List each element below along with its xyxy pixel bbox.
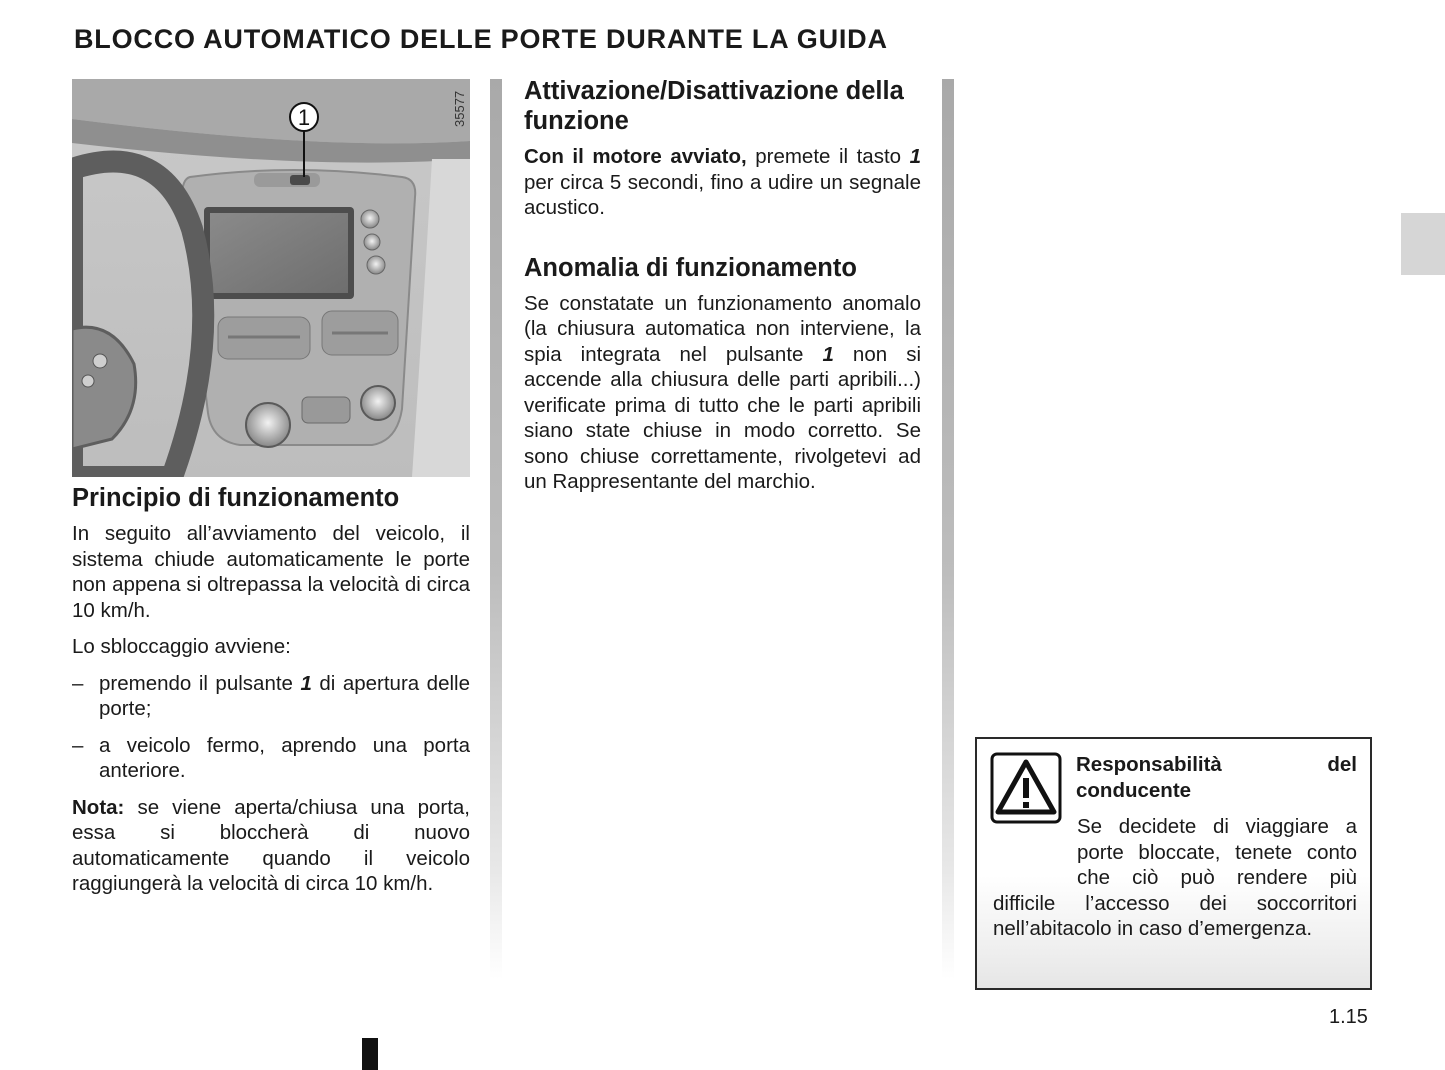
heading-principio: Principio di funzionamento — [72, 484, 400, 512]
button-number-ref: 1 — [909, 145, 921, 168]
callout-label: 1 — [297, 105, 311, 130]
column-divider — [942, 79, 954, 979]
warning-text: Se decidete di viaggiare a porte bloccate, tenete conto che ciò può rendere più difficile l’accesso dei soccorritori nell’abitacolo in caso d’emergenza. — [993, 815, 1357, 940]
print-mark — [362, 1038, 378, 1070]
column-divider — [490, 79, 502, 979]
image-code: 35577 — [452, 90, 467, 127]
nota-label: Nota: — [72, 795, 125, 819]
column-middle — [524, 76, 921, 506]
paragraph-anomalia: Se constatate un funzionamento anomalo (la chiusura automatica non interviene, la spia integrata nel pulsante 1 non si accende alla chiusura delle parti apribili...) verificate prima di tutto che le parti apribili siano state chiuse in modo corretto. Se sono chiuse correttamente, rivolgetevi ad un Rappresentante del marchio. — [524, 291, 921, 493]
button-number-ref: 1 — [300, 671, 312, 695]
paragraph-nota: Nota: se viene aperta/chiusa una porta, essa si bloccherà di nuovo automaticamente quando il veicolo raggiungerà la velocità di circa 10 km/h. — [72, 795, 470, 895]
list-item — [72, 733, 470, 784]
list-dash: – — [72, 733, 84, 757]
list-item — [72, 671, 470, 722]
list-dash: – — [72, 671, 84, 695]
button-number-ref: 1 — [822, 342, 834, 366]
heading-attivazione: Attivazione/Disattivazione della funzione — [524, 77, 904, 135]
warning-text-block — [993, 814, 1357, 942]
warning-box — [975, 737, 1372, 990]
paragraph-principio: In seguito all’avviamento del veicolo, il sistema chiude automaticamente le porte non appena si oltrepassa la velocità di circa 10 km/h. — [72, 522, 470, 622]
warning-title: Responsabilità del conducente — [1076, 753, 1357, 802]
list-item-text: a veicolo fermo, aprendo una porta anteriore. — [99, 733, 470, 782]
dashboard-photo — [72, 79, 470, 477]
heading-anomalia: Anomalia di funzionamento — [524, 253, 857, 282]
paragraph-attivazione: Con il motore avviato, premete il tasto 1 per circa 5 secondi, fino a udire un segnale acustico. — [524, 145, 921, 219]
page-title: BLOCCO AUTOMATICO DELLE PORTE DURANTE LA GUIDA — [74, 24, 888, 54]
page-number: 1.15 — [1329, 1006, 1368, 1028]
paragraph-sbloccaggio: Lo sbloccaggio avviene: — [72, 635, 291, 658]
column-left — [72, 79, 470, 908]
list-item-text: premendo il pulsante 1 di apertura delle porte; — [99, 671, 470, 720]
chapter-tab — [1401, 213, 1445, 275]
